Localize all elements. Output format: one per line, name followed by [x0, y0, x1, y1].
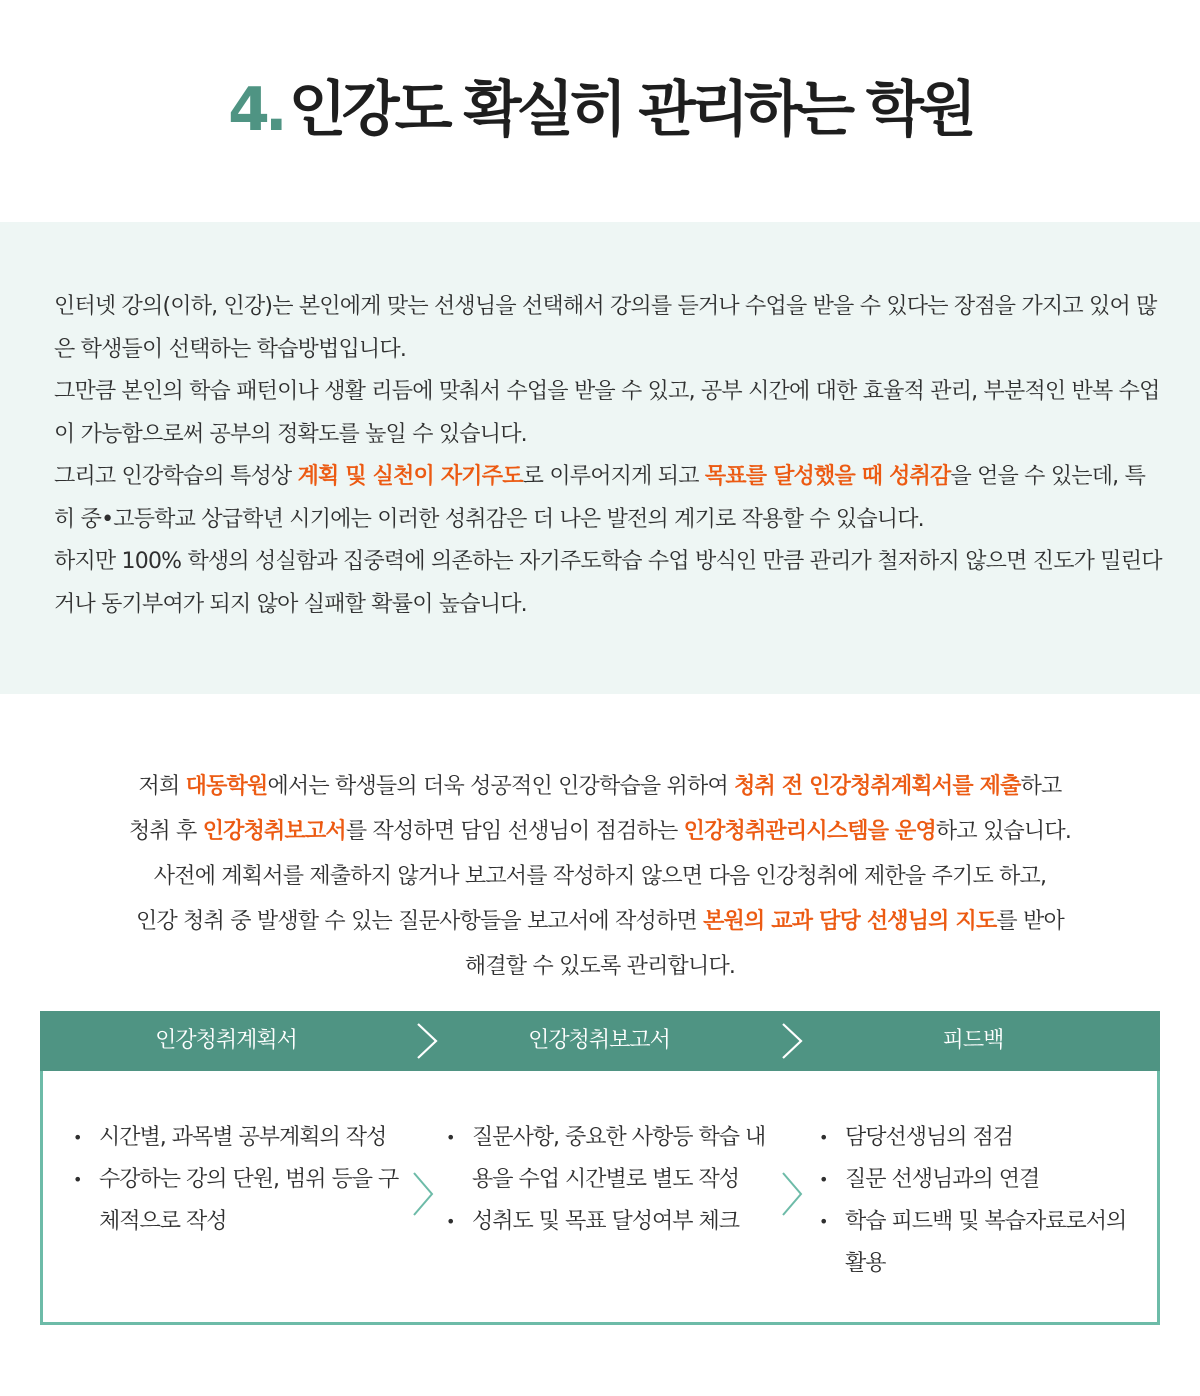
intro-p3-text-c: 을 얻을 수 있는데, 특히 중•고등학교 상급학년 시기에는 이러한 성취감은 더 나은 발전의 계기로 작용할 수 있습니다. — [54, 464, 1146, 532]
page-title — [228, 62, 972, 148]
list-item: • 질문사항, 중요한 사항등 학습 내용을 수업 시간별로 별도 작성 — [446, 1117, 776, 1201]
description-section — [0, 764, 1200, 989]
intro-paragraph-4: 하지만 100% 학생의 성실함과 집중력에 의존하는 자기주도학습 수업 방식인 만큼 관리가 철저하지 않으면 진도가 밀린다거나 동기부여가 되지 않아 실패할 확률이 높습니다. — [54, 549, 1162, 617]
process-body — [43, 1071, 1157, 1322]
highlight-teacher-guidance: 본원의 교과 담당 선생님의 지도 — [703, 909, 997, 934]
step-details-report — [446, 1117, 776, 1243]
list-item: • 질문 선생님과의 연결 — [819, 1159, 1139, 1201]
highlight-report: 인강청취보고서 — [202, 819, 346, 844]
title-text: 인강도 확실히 관리하는 학원 — [288, 75, 972, 145]
step-label-report: 인강청취보고서 — [528, 1028, 670, 1053]
desc-l4-a: 인강 청취 중 발생할 수 있는 질문사항들을 보고서에 작성하면 — [136, 909, 704, 934]
highlight-academy-name: 대동학원 — [185, 774, 268, 799]
desc-l2-c: 하고 있습니다. — [935, 819, 1072, 844]
description-line-2 — [0, 809, 1200, 854]
highlight-plan-submit: 청취 전 인강청취계획서를 제출 — [734, 774, 1021, 799]
desc-l1-c: 하고 — [1020, 774, 1062, 799]
step-details-plan — [73, 1117, 403, 1243]
step-label-feedback: 피드백 — [942, 1028, 1004, 1053]
chevron-right-icon — [777, 1169, 807, 1219]
process-flow — [40, 1011, 1160, 1325]
list-item: • 시간별, 과목별 공부계획의 작성 — [73, 1117, 403, 1159]
intro-paragraph-3 — [54, 456, 1164, 541]
heading-section — [0, 0, 1200, 222]
step-label-plan: 인강청취계획서 — [155, 1028, 297, 1053]
description-line-5: 해결할 수 있도록 관리합니다. — [464, 954, 736, 979]
desc-l2-a: 청취 후 — [128, 819, 203, 844]
intro-p3-text-b: 로 이루어지게 되고 — [522, 464, 705, 489]
process-header — [40, 1011, 1160, 1071]
intro-p3-text-a: 그리고 인강학습의 특성상 — [54, 464, 298, 489]
step-details-feedback — [819, 1117, 1139, 1285]
list-item: • 성취도 및 목표 달성여부 체크 — [446, 1201, 776, 1243]
intro-paragraph-2: 그만큼 본인의 학습 패턴이나 생활 리듬에 맞춰서 수업을 받을 수 있고, 공부 시간에 대한 효율적 관리, 부분적인 반복 수업이 가능함으로써 공부의 정확도를 높일 수 있습니다. — [54, 379, 1160, 447]
highlight-self-directed: 계획 및 실천이 자기주도 — [297, 464, 523, 489]
section-number: 4. — [228, 75, 283, 145]
desc-l4-b: 를 받아 — [996, 909, 1064, 934]
intro-paragraph-1: 인터넷 강의(이하, 인강)는 본인에게 맞는 선생님을 선택해서 강의를 듣거나 수업을 받을 수 있다는 장점을 가지고 있어 많은 학생들이 선택하는 학습방법입니다. — [54, 294, 1157, 362]
intro-text — [54, 286, 1164, 626]
highlight-system: 인강청취관리시스템을 운영 — [683, 819, 936, 844]
list-item: • 담당선생님의 점검 — [819, 1117, 1139, 1159]
list-item: • 학습 피드백 및 복습자료로서의 활용 — [819, 1201, 1139, 1285]
desc-l2-b: 를 작성하면 담임 선생님이 점검하는 — [345, 819, 684, 844]
desc-l1-b: 에서는 학생들의 더욱 성공적인 인강학습을 위하여 — [267, 774, 735, 799]
list-item: • 수강하는 강의 단원, 범위 등을 구체적으로 작성 — [73, 1159, 403, 1243]
description-line-3: 사전에 계획서를 제출하지 않거나 보고서를 작성하지 않으면 다음 인강청취에 제한을 주기도 하고, — [153, 864, 1047, 889]
chevron-right-icon — [408, 1169, 438, 1219]
description-line-4 — [0, 899, 1200, 944]
description-line-1 — [0, 764, 1200, 809]
highlight-achievement: 목표를 달성했을 때 성취감 — [704, 464, 951, 489]
intro-section — [0, 222, 1200, 694]
desc-l1-a: 저희 — [138, 774, 186, 799]
